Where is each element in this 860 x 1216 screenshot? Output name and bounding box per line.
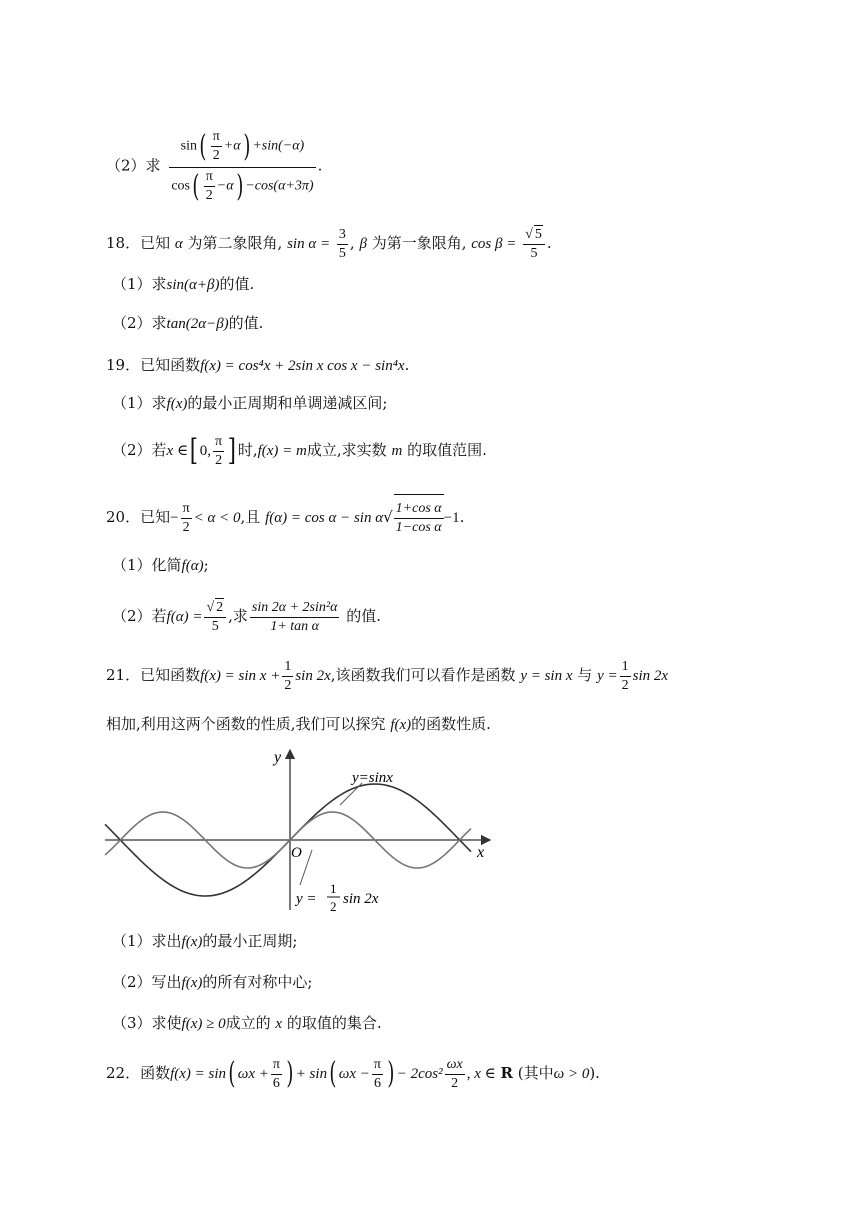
p21-q3: （3）求使f(x) ≥ 0成立的 x 的取值的集合. [112, 1014, 382, 1032]
p20-q2: （2）若f(α) = $\frac{√ 2}{5}$ ,求 $\frac{\text{sin 2α + 2sin²α}}{\text{1+ tan α}}$ 的值. [112, 599, 382, 634]
label-sinx: y=sinx [352, 770, 393, 786]
p19-q2: （2）若x ∈[ 0, $\frac{\pi}{2}$ ] 时,f(x) = m成立,求实数 m 的取值范围. [112, 433, 487, 468]
p21-line2: 相加,利用这两个函数的性质,我们可以探究 f(x)的函数性质. [106, 715, 491, 733]
sine-graph [100, 745, 500, 915]
x-axis-label: x [477, 844, 485, 861]
origin-label: O [291, 845, 302, 861]
p18-stem: 18．已知 α 为第二象限角, sin α = $\frac{3}{5}$ , β 为第一象限角, cos β = $\frac{√ 5}{5}$ . [106, 226, 552, 261]
p21-q2: （2）写出f(x)的所有对称中心; [112, 973, 313, 991]
p21-q1: （1）求出f(x)的最小正周期; [112, 932, 298, 950]
y-axis-label: y [274, 749, 282, 766]
label-half-b: sin 2x [343, 891, 379, 907]
label-half-den: 2 [330, 899, 337, 914]
p21-stem: 21．已知函数f(x) = sin x + $\frac{1}{2}$ sin 2x,该函数我们可以看作是函数 y = sin x 与 y = $\frac{1}{2}$ sin 2x [106, 658, 669, 693]
p20-q1: （1）化简f(α); [112, 556, 209, 574]
p18-q2: （2）求tan(2α−β)的值. [112, 314, 264, 332]
p19-stem: 19．已知函数f(x) = cos⁴x + 2sin x cos x − sin⁴x. [106, 356, 410, 374]
p22-stem: 22．函数f(x) = sin( ωx + $\frac{\pi}{6}$ ) + sin( ωx − $\frac{\pi}{6}$ ) − 2cos² $\frac{\omega x}{2}$ , x ∈ R (其中ω > 0). [106, 1056, 600, 1091]
p17-part2: （2）求 sin( $\frac{\pi}{2}$ +α) +sin(−α) cos( $\frac{\pi}{2}$ −α) −cos(α+3π) . [106, 128, 323, 204]
label-half-a: y = [296, 891, 317, 907]
p17-fraction: sin( $\frac{\pi}{2}$ +α) +sin(−α) cos( $\frac{\pi}{2}$ −α) −cos(α+3π) [171, 128, 314, 204]
p19-q1: （1）求f(x)的最小正周期和单调递减区间; [112, 394, 388, 412]
label-half-num: 1 [330, 881, 337, 896]
p20-stem: 20．已知− $\frac{\pi}{2}$ < α < 0,且 f(α) = cos α − sin α√ $\frac{\text{1+cos α}}{\text{1−cos α}}$ −1. [106, 494, 464, 538]
p18-q1: （1）求sin(α+β)的值. [112, 275, 255, 293]
